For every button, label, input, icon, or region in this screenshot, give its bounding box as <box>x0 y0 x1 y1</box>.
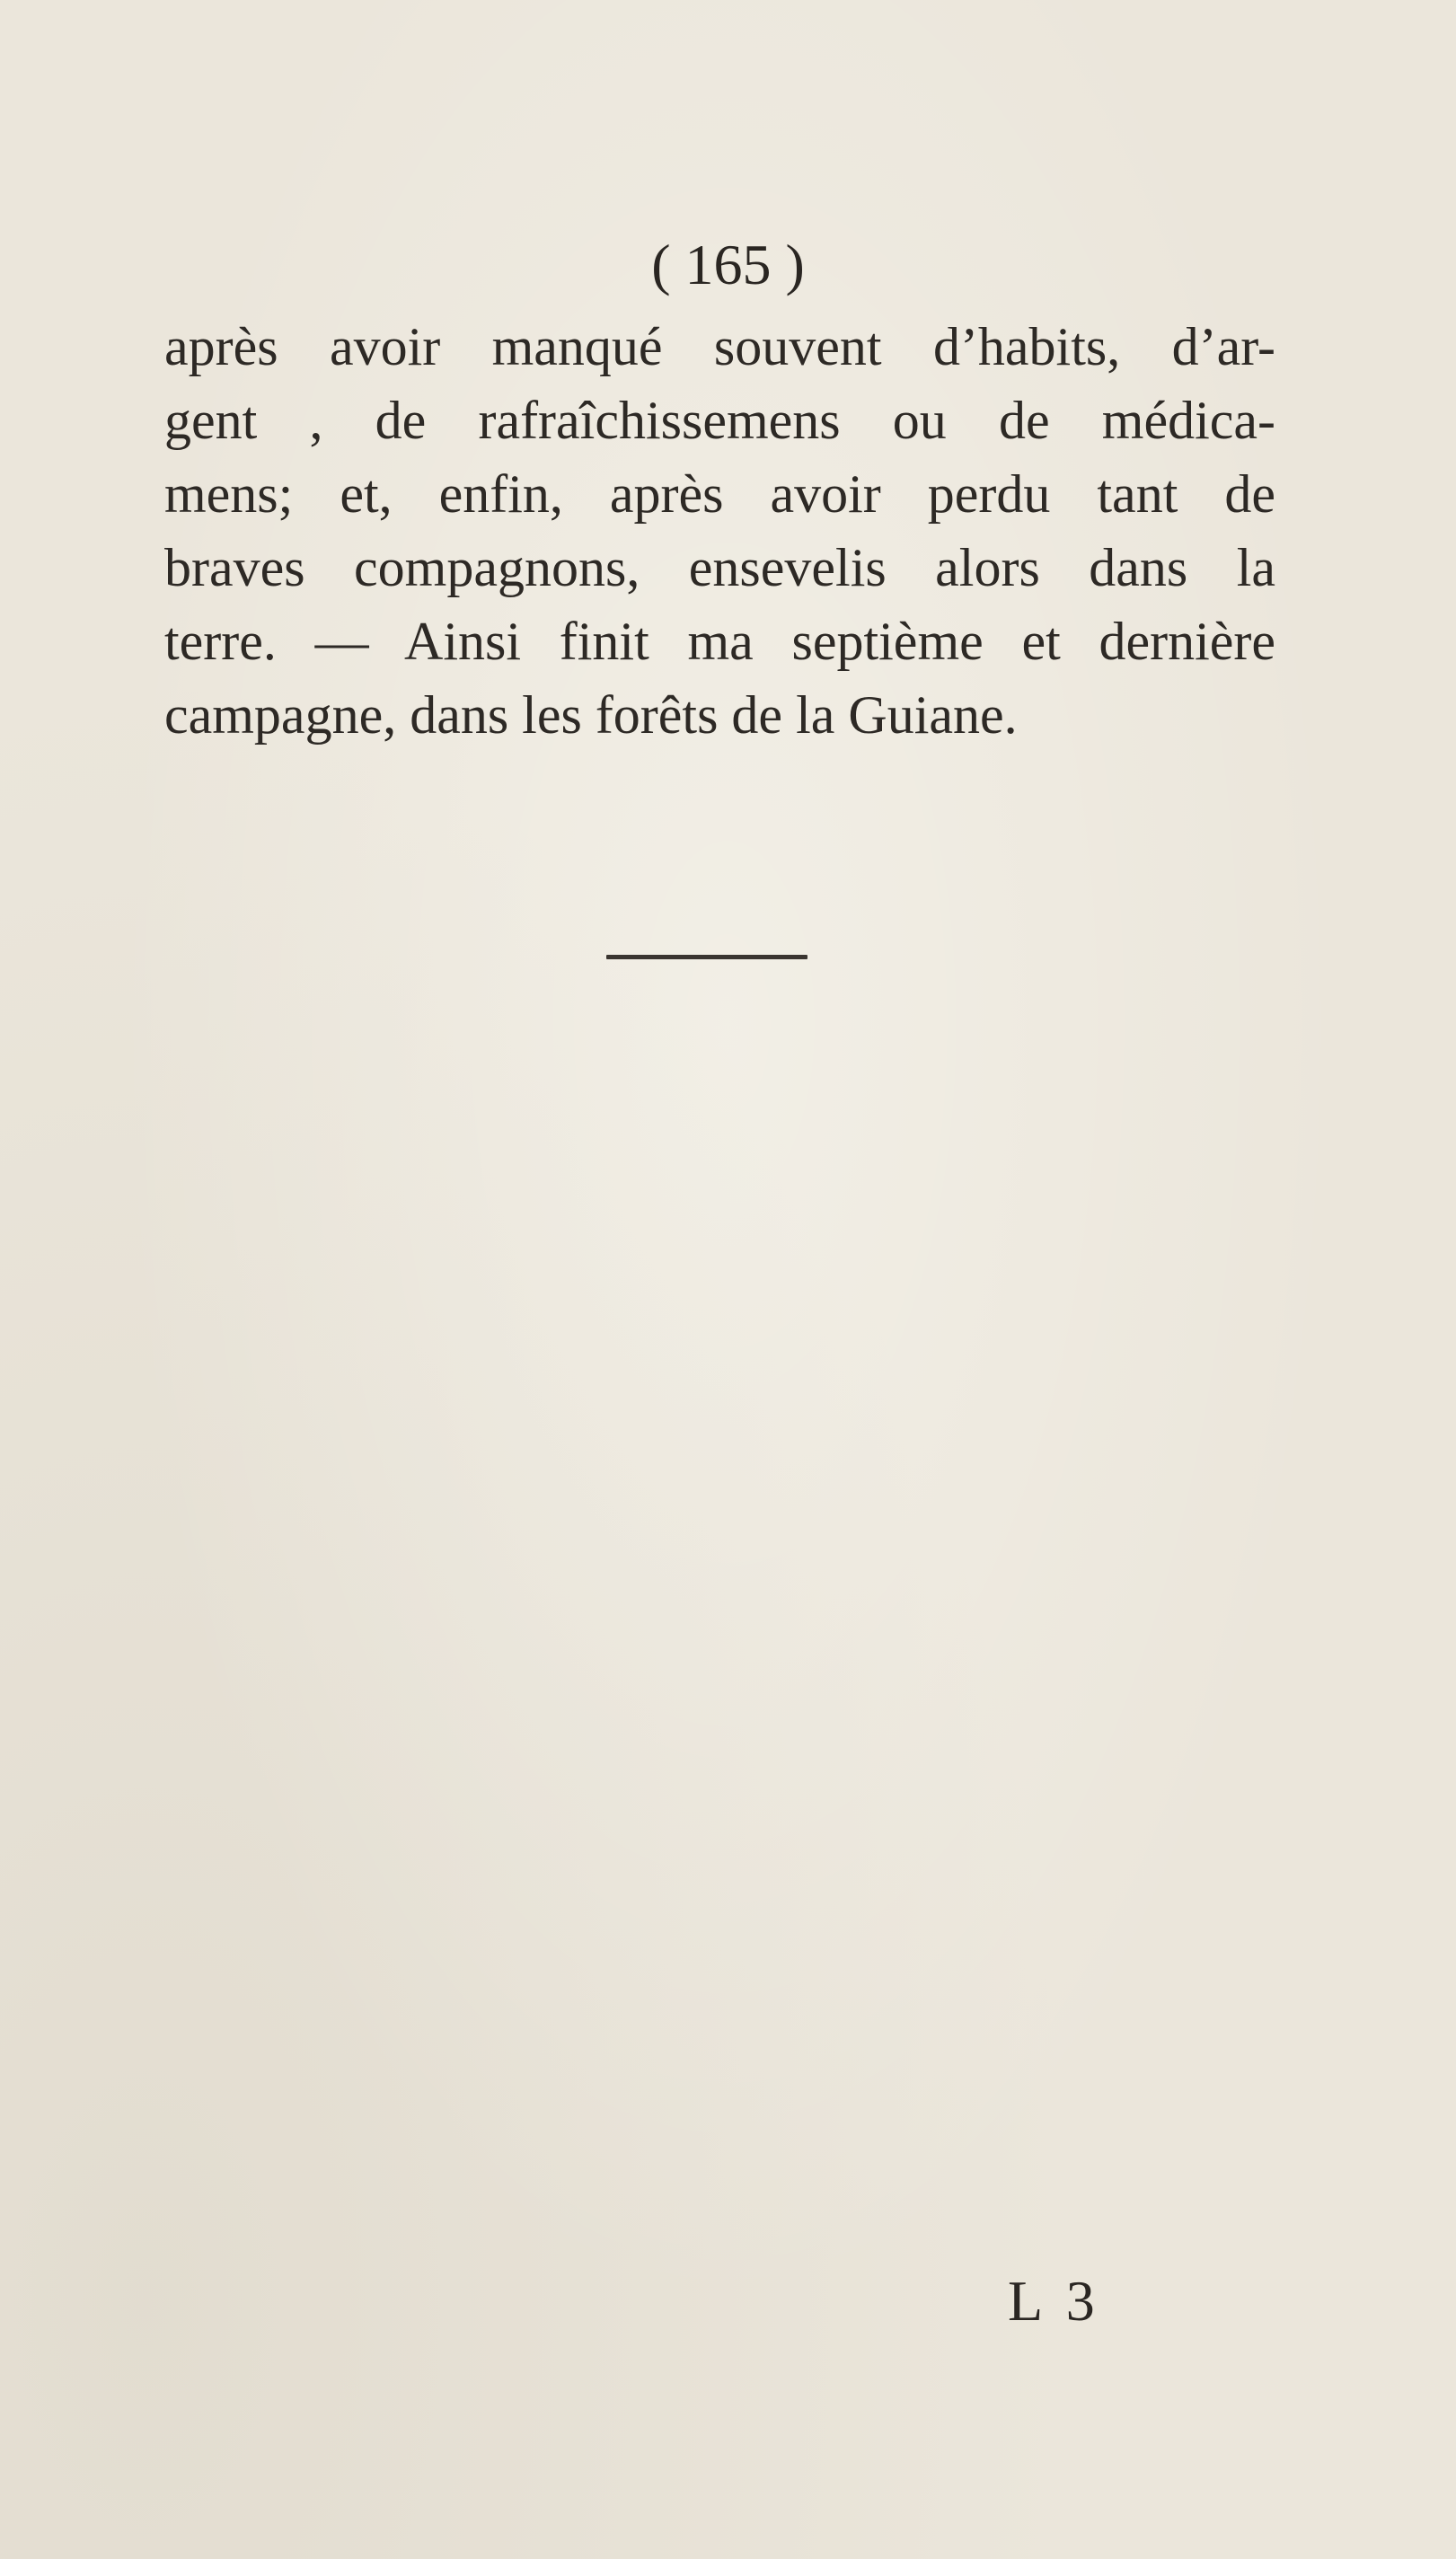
page-number: ( 165 ) <box>651 233 805 296</box>
text-line: campagne, dans les forêts de la Guiane. <box>164 685 1018 745</box>
signature-mark: L 3 <box>1008 2269 1100 2333</box>
text-line: après avoir manqué souvent d’habits, d’ar- <box>164 317 1275 376</box>
text-line: mens; et, enfin, après avoir perdu tant de <box>164 464 1275 524</box>
text-line: terre. — Ainsi finit ma septième et dernière <box>164 612 1275 671</box>
text-line: braves compagnons, ensevelis alors dans la <box>164 538 1275 597</box>
body-text <box>164 310 1275 752</box>
section-divider-rule <box>606 955 807 959</box>
text-line: gent , de rafraîchissemens ou de médica- <box>164 391 1275 450</box>
